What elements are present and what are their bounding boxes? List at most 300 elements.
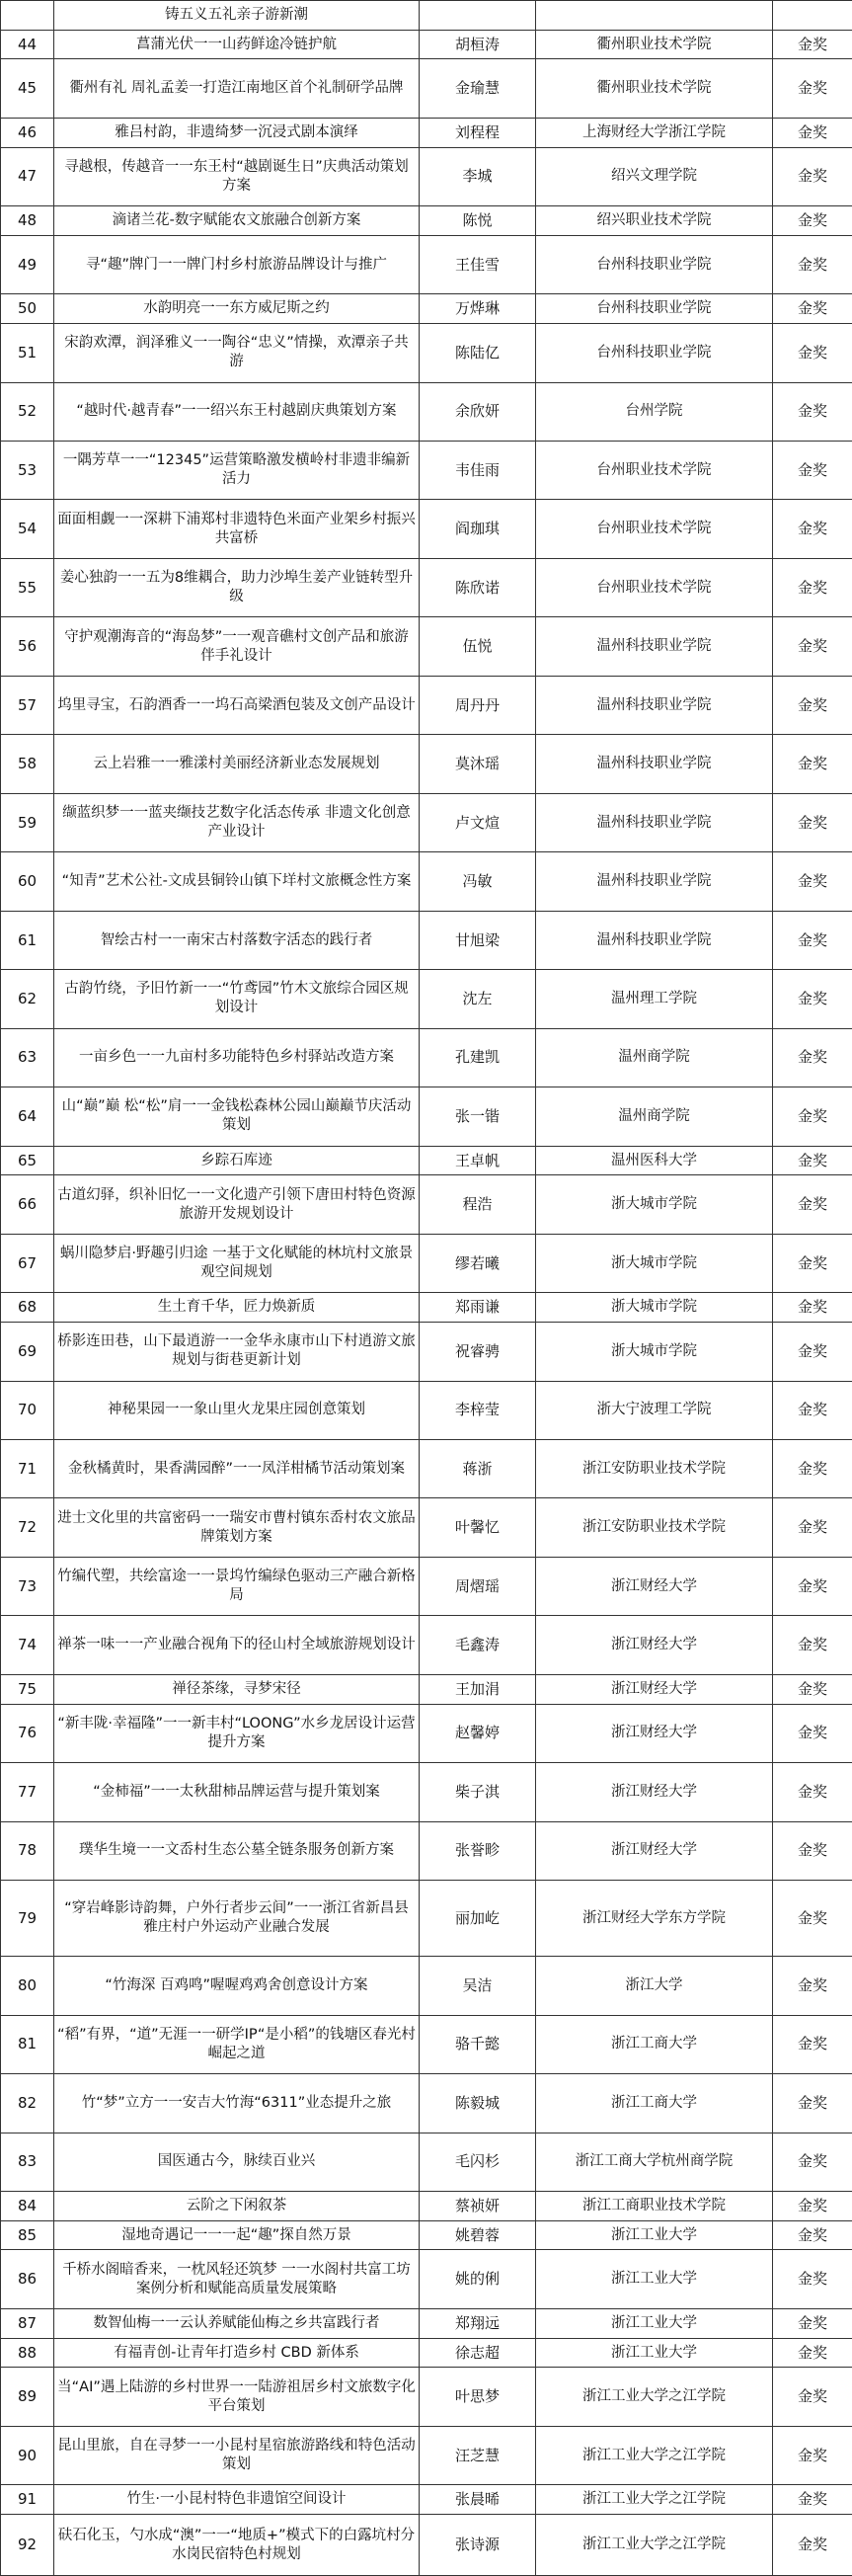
table-row xyxy=(1,2250,852,2308)
award-level: 金奖 xyxy=(773,1616,852,1674)
row-number: 74 xyxy=(1,1616,54,1674)
project-title: “知青”艺术公社-文成县铜铃山镇下垟村文旅概念性方案 xyxy=(54,852,420,911)
school-name: 浙江工业大学之江学院 xyxy=(536,2368,773,2426)
leader-name: 丽加屹 xyxy=(420,1881,536,1957)
leader-name: 祝睿骋 xyxy=(420,1323,536,1381)
school-name: 台州科技职业学院 xyxy=(536,235,773,293)
table-row xyxy=(1,2485,852,2515)
award-level: 金奖 xyxy=(773,500,852,558)
school-name: 浙江工业大学之江学院 xyxy=(536,2485,773,2515)
leader-name: 陈陆亿 xyxy=(420,324,536,382)
leader-name: 李城 xyxy=(420,147,536,205)
project-title: 云阶之下闲叙茶 xyxy=(54,2191,420,2220)
leader-name: 张晨晞 xyxy=(420,2485,536,2515)
leader-name: 孔建凯 xyxy=(420,1028,536,1087)
school-name: 浙江财经大学 xyxy=(536,1821,773,1880)
table-row xyxy=(1,294,852,324)
project-title: 湿地奇遇记一一一起“趣”探自然万景 xyxy=(54,2220,420,2250)
project-title: 昆山里旅，自在寻梦一一小昆村星宿旅游路线和特色活动策划 xyxy=(54,2426,420,2484)
award-level xyxy=(773,1,852,31)
table-row xyxy=(1,30,852,59)
row-number: 47 xyxy=(1,147,54,205)
row-number: 86 xyxy=(1,2250,54,2308)
award-level: 金奖 xyxy=(773,2250,852,2308)
project-title: 寻越根，传越音一一东王村“越剧诞生日”庆典活动策划方案 xyxy=(54,147,420,205)
row-number: 51 xyxy=(1,324,54,382)
table-row xyxy=(1,793,852,851)
row-number: 92 xyxy=(1,2515,54,2576)
row-number: 61 xyxy=(1,911,54,969)
table-row xyxy=(1,2074,852,2133)
project-title: “金柿福”一一太秋甜柿品牌运营与提升策划案 xyxy=(54,1763,420,1821)
project-title: 坞里寻宝，石韵酒香一一坞石高梁酒包装及文创产品设计 xyxy=(54,676,420,734)
leader-name: 周熠瑶 xyxy=(420,1557,536,1615)
school-name: 浙江财经大学 xyxy=(536,1704,773,1762)
award-level: 金奖 xyxy=(773,1381,852,1439)
award-level: 金奖 xyxy=(773,558,852,616)
project-title: 竹生·一小昆村特色非遗馆空间设计 xyxy=(54,2485,420,2515)
row-number: 53 xyxy=(1,442,54,500)
row-number: 64 xyxy=(1,1087,54,1146)
table-row xyxy=(1,59,852,118)
school-name: 浙江工商大学 xyxy=(536,2074,773,2133)
table-row xyxy=(1,1498,852,1557)
row-number: 66 xyxy=(1,1175,54,1234)
leader-name: 姚的俐 xyxy=(420,2250,536,2308)
row-number: 83 xyxy=(1,2133,54,2191)
row-number: 46 xyxy=(1,118,54,147)
table-row xyxy=(1,206,852,236)
leader-name: 沈左 xyxy=(420,970,536,1028)
table-row xyxy=(1,2191,852,2220)
leader-name: 赵馨婷 xyxy=(420,1704,536,1762)
school-name: 浙江安防职业技术学院 xyxy=(536,1439,773,1497)
table-row xyxy=(1,118,852,147)
leader-name: 缪若曦 xyxy=(420,1234,536,1292)
award-level: 金奖 xyxy=(773,852,852,911)
project-title: 当“AI”遇上陆游的乡村世界一一陆游祖居乡村文旅数字化平台策划 xyxy=(54,2368,420,2426)
school-name: 浙江工商大学杭州商学院 xyxy=(536,2133,773,2191)
table-row xyxy=(1,2338,852,2368)
table-row xyxy=(1,1704,852,1762)
project-title: 铸五义五礼亲子游新潮 xyxy=(54,1,420,31)
project-title: 进士文化里的共富密码一一瑞安市曹村镇东岙村农文旅品牌策划方案 xyxy=(54,1498,420,1557)
row-number: 67 xyxy=(1,1234,54,1292)
table-row xyxy=(1,1087,852,1146)
table-row xyxy=(1,558,852,616)
project-title: 菖蒲光伏一一山药鲜途冷链护航 xyxy=(54,30,420,59)
leader-name: 郑雨谦 xyxy=(420,1293,536,1323)
award-level: 金奖 xyxy=(773,30,852,59)
school-name: 温州理工学院 xyxy=(536,970,773,1028)
table-row xyxy=(1,911,852,969)
school-name: 浙江工商大学 xyxy=(536,2015,773,2073)
award-level: 金奖 xyxy=(773,1763,852,1821)
table-row xyxy=(1,235,852,293)
row-number xyxy=(1,1,54,31)
leader-name: 蔡祯妍 xyxy=(420,2191,536,2220)
award-level: 金奖 xyxy=(773,1234,852,1292)
project-title: 古韵竹绕，予旧竹新一一“竹鸢园”竹木文旅综合园区规划设计 xyxy=(54,970,420,1028)
award-level: 金奖 xyxy=(773,1881,852,1957)
row-number: 73 xyxy=(1,1557,54,1615)
table-row xyxy=(1,1763,852,1821)
row-number: 49 xyxy=(1,235,54,293)
row-number: 54 xyxy=(1,500,54,558)
award-level: 金奖 xyxy=(773,2074,852,2133)
project-title: “竹海深 百鸡鸣”喔喔鸡鸡舍创意设计方案 xyxy=(54,1957,420,2015)
project-title: 山“巅”巅 松“松”肩一一金钱松森林公园山巅巅节庆活动策划 xyxy=(54,1087,420,1146)
leader-name: 叶馨忆 xyxy=(420,1498,536,1557)
project-title: 滴诸兰花-数字赋能农文旅融合创新方案 xyxy=(54,206,420,236)
leader-name: 骆千懿 xyxy=(420,2015,536,2073)
project-title: 宋韵欢潭，润泽雅义一一陶谷“忠义”情操，欢潭亲子共游 xyxy=(54,324,420,382)
award-level: 金奖 xyxy=(773,382,852,441)
row-number: 78 xyxy=(1,1821,54,1880)
table-row xyxy=(1,382,852,441)
project-title: “新丰陇·幸福隆”一一新丰村“LOONG”水乡龙居设计运营提升方案 xyxy=(54,1704,420,1762)
row-number: 85 xyxy=(1,2220,54,2250)
leader-name: 叶思梦 xyxy=(420,2368,536,2426)
school-name: 温州商学院 xyxy=(536,1028,773,1087)
school-name: 温州科技职业学院 xyxy=(536,735,773,793)
project-title: 砆石化玉，勺水成“澳”一一“地质+”模式下的白露坑村分水岗民宿特色村规划 xyxy=(54,2515,420,2576)
award-level: 金奖 xyxy=(773,2191,852,2220)
leader-name: 姚碧蓉 xyxy=(420,2220,536,2250)
award-level: 金奖 xyxy=(773,1557,852,1615)
row-number: 59 xyxy=(1,793,54,851)
row-number: 44 xyxy=(1,30,54,59)
row-number: 82 xyxy=(1,2074,54,2133)
row-number: 79 xyxy=(1,1881,54,1957)
project-title: 古道幻驿，织补旧忆一一文化遗产引领下唐田村特色资源旅游开发规划设计 xyxy=(54,1175,420,1234)
table-row xyxy=(1,852,852,911)
school-name: 浙江工业大学 xyxy=(536,2250,773,2308)
project-title: 水韵明亮一一东方威尼斯之约 xyxy=(54,294,420,324)
table-row xyxy=(1,1557,852,1615)
project-title: 竹编代塑，共绘富途一一景坞竹编绿色驱动三产融合新格局 xyxy=(54,1557,420,1615)
leader-name: 万烨琳 xyxy=(420,294,536,324)
project-title: “稻”有界，“道”无涯一一研学IP“是小稻”的钱塘区春光村崛起之道 xyxy=(54,2015,420,2073)
leader-name: 柴子淇 xyxy=(420,1763,536,1821)
award-level: 金奖 xyxy=(773,442,852,500)
school-name: 浙大城市学院 xyxy=(536,1175,773,1234)
row-number: 63 xyxy=(1,1028,54,1087)
awards-table-body xyxy=(1,1,852,2576)
row-number: 69 xyxy=(1,1323,54,1381)
row-number: 68 xyxy=(1,1293,54,1323)
school-name: 绍兴职业技术学院 xyxy=(536,206,773,236)
leader-name: 余欣妍 xyxy=(420,382,536,441)
table-row xyxy=(1,2133,852,2191)
row-number: 81 xyxy=(1,2015,54,2073)
row-number: 52 xyxy=(1,382,54,441)
table-row xyxy=(1,735,852,793)
award-level: 金奖 xyxy=(773,235,852,293)
award-level: 金奖 xyxy=(773,2485,852,2515)
leader-name: 程浩 xyxy=(420,1175,536,1234)
school-name: 浙江安防职业技术学院 xyxy=(536,1498,773,1557)
project-title: 云上岩雅一一雅漾村美丽经济新业态发展规划 xyxy=(54,735,420,793)
project-title: 雅吕村韵，非遗绮梦一沉浸式剧本演绎 xyxy=(54,118,420,147)
award-level: 金奖 xyxy=(773,735,852,793)
project-title: 金秋橘黄时，果香满园醉”一一凤洋柑橘节活动策划案 xyxy=(54,1439,420,1497)
leader-name: 张一锴 xyxy=(420,1087,536,1146)
project-title: 乡踪石库迹 xyxy=(54,1146,420,1175)
row-number: 77 xyxy=(1,1763,54,1821)
table-row xyxy=(1,1439,852,1497)
award-level: 金奖 xyxy=(773,2368,852,2426)
row-number: 62 xyxy=(1,970,54,1028)
row-number: 45 xyxy=(1,59,54,118)
leader-name: 刘程程 xyxy=(420,118,536,147)
leader-name: 徐志超 xyxy=(420,2338,536,2368)
school-name: 台州职业技术学院 xyxy=(536,558,773,616)
table-row xyxy=(1,324,852,382)
leader-name: 陈毅城 xyxy=(420,2074,536,2133)
row-number: 89 xyxy=(1,2368,54,2426)
school-name: 台州科技职业学院 xyxy=(536,294,773,324)
school-name: 浙江工商职业技术学院 xyxy=(536,2191,773,2220)
project-title: 有福青创-让青年打造乡村 CBD 新体系 xyxy=(54,2338,420,2368)
school-name: 浙大宁波理工学院 xyxy=(536,1381,773,1439)
award-level: 金奖 xyxy=(773,118,852,147)
school-name: 浙大城市学院 xyxy=(536,1293,773,1323)
table-row xyxy=(1,147,852,205)
award-level: 金奖 xyxy=(773,911,852,969)
project-title: 生土育千华，匠力焕新质 xyxy=(54,1293,420,1323)
table-row xyxy=(1,1821,852,1880)
leader-name: 王佳雪 xyxy=(420,235,536,293)
leader-name: 郑翔远 xyxy=(420,2308,536,2338)
school-name: 浙江工业大学之江学院 xyxy=(536,2426,773,2484)
row-number: 87 xyxy=(1,2308,54,2338)
table-row xyxy=(1,1674,852,1704)
school-name: 浙江大学 xyxy=(536,1957,773,2015)
table-row xyxy=(1,617,852,676)
school-name: 浙大城市学院 xyxy=(536,1234,773,1292)
project-title: 守护观潮海音的“海岛梦”一一观音礁村文创产品和旅游伴手礼设计 xyxy=(54,617,420,676)
school-name: 温州科技职业学院 xyxy=(536,852,773,911)
row-number: 71 xyxy=(1,1439,54,1497)
leader-name: 汪芝慧 xyxy=(420,2426,536,2484)
project-title: 禅径茶缘，寻梦宋径 xyxy=(54,1674,420,1704)
project-title: 面面相觑一一深耕下浦郑村非遗特色米面产业架乡村振兴共富桥 xyxy=(54,500,420,558)
award-level: 金奖 xyxy=(773,970,852,1028)
table-row xyxy=(1,1234,852,1292)
leader-name: 冯敏 xyxy=(420,852,536,911)
school-name: 台州科技职业学院 xyxy=(536,324,773,382)
school-name: 台州职业技术学院 xyxy=(536,500,773,558)
school-name: 浙江工业大学 xyxy=(536,2308,773,2338)
award-level: 金奖 xyxy=(773,147,852,205)
school-name: 绍兴文理学院 xyxy=(536,147,773,205)
project-title: 神秘果园一一象山里火龙果庄园创意策划 xyxy=(54,1381,420,1439)
project-title: 数智仙梅一一云认养赋能仙梅之乡共富践行者 xyxy=(54,2308,420,2338)
row-number: 60 xyxy=(1,852,54,911)
table-row xyxy=(1,1616,852,1674)
row-number: 65 xyxy=(1,1146,54,1175)
row-number: 91 xyxy=(1,2485,54,2515)
project-title: 缬蓝织梦一一蓝夹缬技艺数字化活态传承 非遗文化创意产业设计 xyxy=(54,793,420,851)
row-number: 56 xyxy=(1,617,54,676)
table-row xyxy=(1,2308,852,2338)
project-title: 寻“趣”牌门一一牌门村乡村旅游品牌设计与推广 xyxy=(54,235,420,293)
project-title: 姜心独韵一一五为8维耦合，助力沙埠生姜产业链转型升级 xyxy=(54,558,420,616)
award-level: 金奖 xyxy=(773,1028,852,1087)
award-level: 金奖 xyxy=(773,1704,852,1762)
award-level: 金奖 xyxy=(773,676,852,734)
award-level: 金奖 xyxy=(773,1498,852,1557)
school-name: 上海财经大学浙江学院 xyxy=(536,118,773,147)
leader-name: 张誉畛 xyxy=(420,1821,536,1880)
table-row xyxy=(1,1175,852,1234)
project-title: 桥影连田巷，山下最逍游一一金华永康市山下村逍游文旅规划与街巷更新计划 xyxy=(54,1323,420,1381)
award-level: 金奖 xyxy=(773,1957,852,2015)
project-title: 一亩乡色一一九亩村多功能特色乡村驿站改造方案 xyxy=(54,1028,420,1087)
award-level: 金奖 xyxy=(773,1175,852,1234)
school-name: 浙江工业大学之江学院 xyxy=(536,2515,773,2576)
project-title: 禅茶一味一一产业融合视角下的径山村全域旅游规划设计 xyxy=(54,1616,420,1674)
award-level: 金奖 xyxy=(773,2015,852,2073)
award-level: 金奖 xyxy=(773,2515,852,2576)
leader-name: 毛闪杉 xyxy=(420,2133,536,2191)
table-row xyxy=(1,1028,852,1087)
award-level: 金奖 xyxy=(773,1821,852,1880)
award-level: 金奖 xyxy=(773,1293,852,1323)
school-name: 浙江财经大学 xyxy=(536,1674,773,1704)
table-row xyxy=(1,2220,852,2250)
award-level: 金奖 xyxy=(773,617,852,676)
table-row xyxy=(1,2368,852,2426)
school-name: 温州科技职业学院 xyxy=(536,617,773,676)
leader-name: 周丹丹 xyxy=(420,676,536,734)
leader-name: 李梓莹 xyxy=(420,1381,536,1439)
award-level: 金奖 xyxy=(773,2220,852,2250)
school-name xyxy=(536,1,773,31)
table-row xyxy=(1,1881,852,1957)
project-title: 蜗川隐梦启·野趣引归途 一基于文化赋能的林坑村文旅景观空间规划 xyxy=(54,1234,420,1292)
award-level: 金奖 xyxy=(773,1674,852,1704)
award-level: 金奖 xyxy=(773,2426,852,2484)
leader-name: 王加涓 xyxy=(420,1674,536,1704)
award-level: 金奖 xyxy=(773,294,852,324)
school-name: 温州商学院 xyxy=(536,1087,773,1146)
leader-name: 毛鑫涛 xyxy=(420,1616,536,1674)
award-level: 金奖 xyxy=(773,59,852,118)
row-number: 75 xyxy=(1,1674,54,1704)
leader-name: 陈悦 xyxy=(420,206,536,236)
table-row xyxy=(1,1,852,31)
school-name: 台州学院 xyxy=(536,382,773,441)
award-level: 金奖 xyxy=(773,1146,852,1175)
leader-name: 卢文煊 xyxy=(420,793,536,851)
award-level: 金奖 xyxy=(773,206,852,236)
school-name: 浙江财经大学 xyxy=(536,1557,773,1615)
project-title: 竹“梦”立方一一安吉大竹海“6311”业态提升之旅 xyxy=(54,2074,420,2133)
project-title: 智绘古村一一南宋古村落数字活态的践行者 xyxy=(54,911,420,969)
table-row xyxy=(1,1957,852,2015)
row-number: 80 xyxy=(1,1957,54,2015)
school-name: 浙江财经大学 xyxy=(536,1616,773,1674)
table-row xyxy=(1,2426,852,2484)
leader-name: 伍悦 xyxy=(420,617,536,676)
leader-name: 张诗源 xyxy=(420,2515,536,2576)
school-name: 温州医科大学 xyxy=(536,1146,773,1175)
row-number: 55 xyxy=(1,558,54,616)
school-name: 浙大城市学院 xyxy=(536,1323,773,1381)
leader-name: 吴洁 xyxy=(420,1957,536,2015)
table-row xyxy=(1,1323,852,1381)
school-name: 衢州职业技术学院 xyxy=(536,59,773,118)
table-row xyxy=(1,1381,852,1439)
leader-name xyxy=(420,1,536,31)
leader-name: 阎珈琪 xyxy=(420,500,536,558)
leader-name: 陈欣诺 xyxy=(420,558,536,616)
leader-name: 韦佳雨 xyxy=(420,442,536,500)
row-number: 90 xyxy=(1,2426,54,2484)
project-title: “穿岩峰影诗韵舞，户外行者步云间”一一浙江省新昌县雅庄村户外运动产业融合发展 xyxy=(54,1881,420,1957)
row-number: 88 xyxy=(1,2338,54,2368)
row-number: 48 xyxy=(1,206,54,236)
award-level: 金奖 xyxy=(773,2308,852,2338)
project-title: 璞华生境一一文岙村生态公墓全链条服务创新方案 xyxy=(54,1821,420,1880)
award-level: 金奖 xyxy=(773,793,852,851)
table-row xyxy=(1,1146,852,1175)
table-row xyxy=(1,2515,852,2576)
school-name: 衢州职业技术学院 xyxy=(536,30,773,59)
leader-name: 甘旭梁 xyxy=(420,911,536,969)
table-row xyxy=(1,970,852,1028)
leader-name: 金瑜慧 xyxy=(420,59,536,118)
project-title: 一隅芳草一一“12345”运营策略激发横岭村非遗非编新活力 xyxy=(54,442,420,500)
award-level: 金奖 xyxy=(773,1323,852,1381)
table-row xyxy=(1,2015,852,2073)
leader-name: 王卓帆 xyxy=(420,1146,536,1175)
award-level: 金奖 xyxy=(773,2133,852,2191)
row-number: 76 xyxy=(1,1704,54,1762)
project-title: “越时代·越青春”一一绍兴东王村越剧庆典策划方案 xyxy=(54,382,420,441)
row-number: 84 xyxy=(1,2191,54,2220)
row-number: 57 xyxy=(1,676,54,734)
award-level: 金奖 xyxy=(773,2338,852,2368)
leader-name: 莫沐瑶 xyxy=(420,735,536,793)
school-name: 温州科技职业学院 xyxy=(536,911,773,969)
table-row xyxy=(1,676,852,734)
row-number: 50 xyxy=(1,294,54,324)
school-name: 浙江工业大学 xyxy=(536,2220,773,2250)
row-number: 70 xyxy=(1,1381,54,1439)
table-row xyxy=(1,500,852,558)
school-name: 浙江工业大学 xyxy=(536,2338,773,2368)
award-level: 金奖 xyxy=(773,1439,852,1497)
project-title: 国医通古今，脉续百业兴 xyxy=(54,2133,420,2191)
row-number: 58 xyxy=(1,735,54,793)
school-name: 温州科技职业学院 xyxy=(536,793,773,851)
school-name: 浙江财经大学东方学院 xyxy=(536,1881,773,1957)
school-name: 台州职业技术学院 xyxy=(536,442,773,500)
row-number: 72 xyxy=(1,1498,54,1557)
school-name: 浙江财经大学 xyxy=(536,1763,773,1821)
leader-name: 蒋浙 xyxy=(420,1439,536,1497)
project-title: 千桥水阁暗香来，一枕风轻还筑梦 一一水阁村共富工坊案例分析和赋能高质量发展策略 xyxy=(54,2250,420,2308)
table-row xyxy=(1,1293,852,1323)
table-row xyxy=(1,442,852,500)
award-level: 金奖 xyxy=(773,1087,852,1146)
award-level: 金奖 xyxy=(773,324,852,382)
school-name: 温州科技职业学院 xyxy=(536,676,773,734)
leader-name: 胡桓涛 xyxy=(420,30,536,59)
